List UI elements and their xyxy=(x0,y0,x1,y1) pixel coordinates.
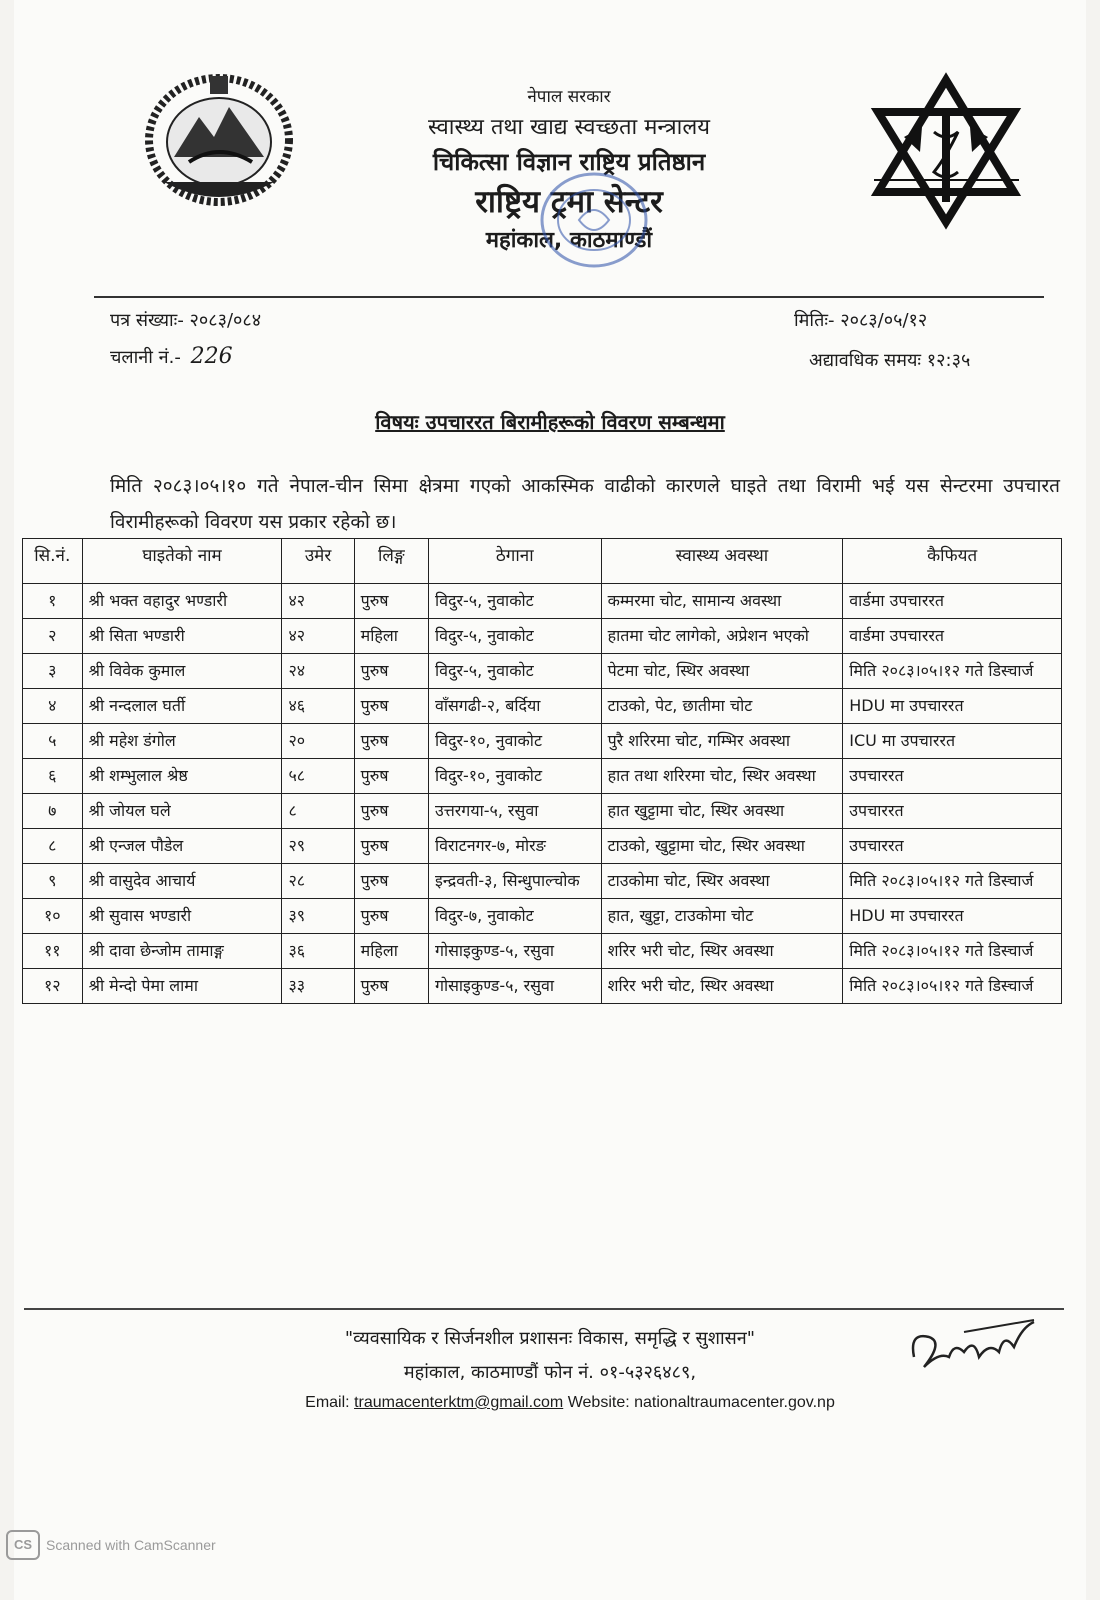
table-row xyxy=(23,654,1062,689)
cell-sn: ८ xyxy=(23,829,83,864)
cell-remarks: उपचाररत xyxy=(843,829,1062,864)
cell-age: ५८ xyxy=(282,759,354,794)
cell-name: श्री एन्जल पौडेल xyxy=(82,829,282,864)
cell-age: ४६ xyxy=(282,689,354,724)
cell-age: ४२ xyxy=(282,584,354,619)
cell-remarks: मिति २०८३।०५।१२ गते डिस्चार्ज xyxy=(843,864,1062,899)
cell-remarks: मिति २०८३।०५।१२ गते डिस्चार्ज xyxy=(843,969,1062,1004)
table-row xyxy=(23,969,1062,1004)
cell-gender: पुरुष xyxy=(354,899,428,934)
cell-health: टाउकोमा चोट, स्थिर अवस्था xyxy=(601,864,843,899)
cell-sn: २ xyxy=(23,619,83,654)
cell-age: ३६ xyxy=(282,934,354,969)
nepal-government-emblem-icon xyxy=(134,62,304,212)
table-header-row xyxy=(23,539,1062,584)
government-name: नेपाल सरकार xyxy=(527,87,611,107)
cell-gender: पुरुष xyxy=(354,654,428,689)
cell-address: विदुर-५, नुवाकोट xyxy=(428,619,601,654)
cell-name: श्री सुवास भण्डारी xyxy=(82,899,282,934)
scanner-watermark xyxy=(6,1530,216,1560)
cell-health: हात तथा शरिरमा चोट, स्थिर अवस्था xyxy=(601,759,843,794)
cell-name: श्री जोयल घले xyxy=(82,794,282,829)
table-row xyxy=(23,689,1062,724)
cell-address: विदुर-१०, नुवाकोट xyxy=(428,759,601,794)
watermark-text: Scanned with CamScanner xyxy=(46,1537,216,1553)
cell-age: २० xyxy=(282,724,354,759)
cell-remarks: उपचाररत xyxy=(843,759,1062,794)
cell-gender: पुरुष xyxy=(354,689,428,724)
table-row xyxy=(23,899,1062,934)
letter-number-label: पत्र संख्याः- xyxy=(110,310,184,331)
cell-name: श्री सिता भण्डारी xyxy=(82,619,282,654)
table-body xyxy=(23,584,1062,1004)
dispatch-number-value: 226 xyxy=(190,344,233,369)
footer-motto: "व्यवसायिक र सिर्जनशील प्रशासनः विकास, समृद्धि र सुशासन" xyxy=(344,1328,756,1349)
cell-name: श्री शम्भुलाल श्रेष्ठ xyxy=(82,759,282,794)
cell-name: श्री दावा छेन्जोम तामाङ्ग xyxy=(82,934,282,969)
cell-health: पेटमा चोट, स्थिर अवस्था xyxy=(601,654,843,689)
update-time-label: अद्यावधिक समयः xyxy=(809,350,922,371)
cell-address: वाँसगढी-२, बर्दिया xyxy=(428,689,601,724)
email-label: Email: xyxy=(305,1394,350,1411)
cell-address: इन्द्रवती-३, सिन्धुपाल्चोक xyxy=(428,864,601,899)
subject-text: विषयः उपचाररत बिरामीहरूको विवरण सम्बन्धमा xyxy=(375,410,725,434)
table-row xyxy=(23,829,1062,864)
cell-age: २४ xyxy=(282,654,354,689)
cell-health: टाउको, खुट्टामा चोट, स्थिर अवस्था xyxy=(601,829,843,864)
cell-age: ३३ xyxy=(282,969,354,1004)
cell-sn: ५ xyxy=(23,724,83,759)
table-row xyxy=(23,794,1062,829)
handwritten-signature xyxy=(904,1312,1044,1382)
cell-sn: ३ xyxy=(23,654,83,689)
table-row xyxy=(23,759,1062,794)
cell-health: हातमा चोट लागेको, अप्रेशन भएको xyxy=(601,619,843,654)
intro-paragraph: मिति २०८३।०५।१० गते नेपाल-चीन सिमा क्षेत्रमा गएको आकस्मिक वाढीको कारणले घाइते तथा विरामी भई यस सेन्टरमा उपचारत विरामीहरूको विवरण यस प्रकार रहेको छ। xyxy=(110,475,1060,533)
cell-address: विदुर-५, नुवाकोट xyxy=(428,584,601,619)
date-value: २०८३/०५/१२ xyxy=(840,310,928,331)
cell-age: ३९ xyxy=(282,899,354,934)
cell-age: ४२ xyxy=(282,619,354,654)
cell-remarks: वार्डमा उपचाररत xyxy=(843,619,1062,654)
cell-gender: पुरुष xyxy=(354,759,428,794)
cell-sn: ९ xyxy=(23,864,83,899)
date-label: मितिः- xyxy=(794,310,835,331)
col-header-health: स्वास्थ्य अवस्था xyxy=(601,539,843,584)
cell-sn: ६ xyxy=(23,759,83,794)
patients-table xyxy=(22,538,1062,1004)
table-row xyxy=(23,934,1062,969)
cell-health: पुरै शरिरमा चोट, गम्भिर अवस्था xyxy=(601,724,843,759)
letter-date xyxy=(794,308,927,332)
col-header-age: उमेर xyxy=(282,539,354,584)
header-divider xyxy=(94,296,1044,298)
col-header-gender: लिङ्ग xyxy=(354,539,428,584)
cell-address: गोसाइकुण्ड-५, रसुवा xyxy=(428,969,601,1004)
cell-age: ८ xyxy=(282,794,354,829)
cell-gender: पुरुष xyxy=(354,584,428,619)
cell-name: श्री वासुदेव आचार्य xyxy=(82,864,282,899)
cell-address: विदुर-५, नुवाकोट xyxy=(428,654,601,689)
cell-sn: ११ xyxy=(23,934,83,969)
cell-address: उत्तरगया-५, रसुवा xyxy=(428,794,601,829)
academy-name: चिकित्सा विज्ञान राष्ट्रिय प्रतिष्ठान xyxy=(432,148,706,176)
cell-remarks: उपचाररत xyxy=(843,794,1062,829)
cell-name: श्री मेन्दो पेमा लामा xyxy=(82,969,282,1004)
cell-remarks: HDU मा उपचाररत xyxy=(843,689,1062,724)
cell-sn: ७ xyxy=(23,794,83,829)
col-header-address: ठेगाना xyxy=(428,539,601,584)
dispatch-number xyxy=(110,344,233,369)
cell-sn: १ xyxy=(23,584,83,619)
cell-address: गोसाइकुण्ड-५, रसुवा xyxy=(428,934,601,969)
col-header-remarks: कैफियत xyxy=(843,539,1062,584)
camscanner-logo-icon: CS xyxy=(6,1530,40,1560)
cell-remarks: ICU मा उपचाररत xyxy=(843,724,1062,759)
nepal-health-star-emblem-icon xyxy=(864,72,1029,232)
cell-remarks: मिति २०८३।०५।१२ गते डिस्चार्ज xyxy=(843,934,1062,969)
cell-gender: पुरुष xyxy=(354,794,428,829)
cell-gender: पुरुष xyxy=(354,969,428,1004)
cell-age: २९ xyxy=(282,829,354,864)
footer-divider xyxy=(24,1308,1064,1310)
cell-name: श्री विवेक कुमाल xyxy=(82,654,282,689)
footer-contact xyxy=(14,1394,1086,1412)
cell-health: हात, खुट्टा, टाउकोमा चोट xyxy=(601,899,843,934)
official-seal-stamp xyxy=(534,165,654,275)
cell-health: शरिर भरी चोट, स्थिर अवस्था xyxy=(601,969,843,1004)
website-label: Website: xyxy=(567,1394,630,1411)
cell-sn: १२ xyxy=(23,969,83,1004)
cell-sn: ४ xyxy=(23,689,83,724)
cell-name: श्री महेश डंगोल xyxy=(82,724,282,759)
cell-address: विराटनगर-७, मोरङ xyxy=(428,829,601,864)
subject-line xyxy=(14,408,1086,435)
update-time xyxy=(809,348,970,372)
cell-health: हात खुट्टामा चोट, स्थिर अवस्था xyxy=(601,794,843,829)
cell-age: २८ xyxy=(282,864,354,899)
table-row xyxy=(23,619,1062,654)
ministry-name: स्वास्थ्य तथा खाद्य स्वच्छता मन्त्रालय xyxy=(427,115,711,140)
cell-remarks: HDU मा उपचाररत xyxy=(843,899,1062,934)
cell-health: कम्मरमा चोट, सामान्य अवस्था xyxy=(601,584,843,619)
cell-name: श्री भक्त वहादुर भण्डारी xyxy=(82,584,282,619)
cell-sn: १० xyxy=(23,899,83,934)
table-row xyxy=(23,584,1062,619)
table-row xyxy=(23,724,1062,759)
cell-remarks: मिति २०८३।०५।१२ गते डिस्चार्ज xyxy=(843,654,1062,689)
center-address: महांकाल, काठमाण्डौं xyxy=(485,228,653,253)
cell-gender: पुरुष xyxy=(354,724,428,759)
cell-gender: पुरुष xyxy=(354,864,428,899)
cell-address: विदुर-७, नुवाकोट xyxy=(428,899,601,934)
cell-name: श्री नन्दलाल घर्ती xyxy=(82,689,282,724)
cell-health: शरिर भरी चोट, स्थिर अवस्था xyxy=(601,934,843,969)
cell-address: विदुर-१०, नुवाकोट xyxy=(428,724,601,759)
dispatch-number-label: चलानी नं.- xyxy=(110,347,181,368)
website-link[interactable]: nationaltraumacenter.gov.np xyxy=(634,1394,835,1411)
cell-gender: महिला xyxy=(354,619,428,654)
letter-number xyxy=(110,308,261,332)
col-header-name: घाइतेको नाम xyxy=(82,539,282,584)
email-link[interactable]: traumacenterktm@gmail.com xyxy=(354,1394,564,1411)
cell-gender: पुरुष xyxy=(354,829,428,864)
cell-remarks: वार्डमा उपचाररत xyxy=(843,584,1062,619)
col-header-sn: सि.नं. xyxy=(23,539,83,584)
cell-health: टाउको, पेट, छातीमा चोट xyxy=(601,689,843,724)
letter-page xyxy=(14,0,1086,1600)
update-time-value: १२:३५ xyxy=(926,350,971,371)
center-name: राष्ट्रिय ट्रमा सेन्टर xyxy=(475,184,663,220)
letter-number-value: २०८३/०८४ xyxy=(189,310,262,331)
table-row xyxy=(23,864,1062,899)
footer-address-phone: महांकाल, काठमाण्डौं फोन नं. ०१-५३२६४८९, xyxy=(403,1362,697,1383)
cell-gender: महिला xyxy=(354,934,428,969)
